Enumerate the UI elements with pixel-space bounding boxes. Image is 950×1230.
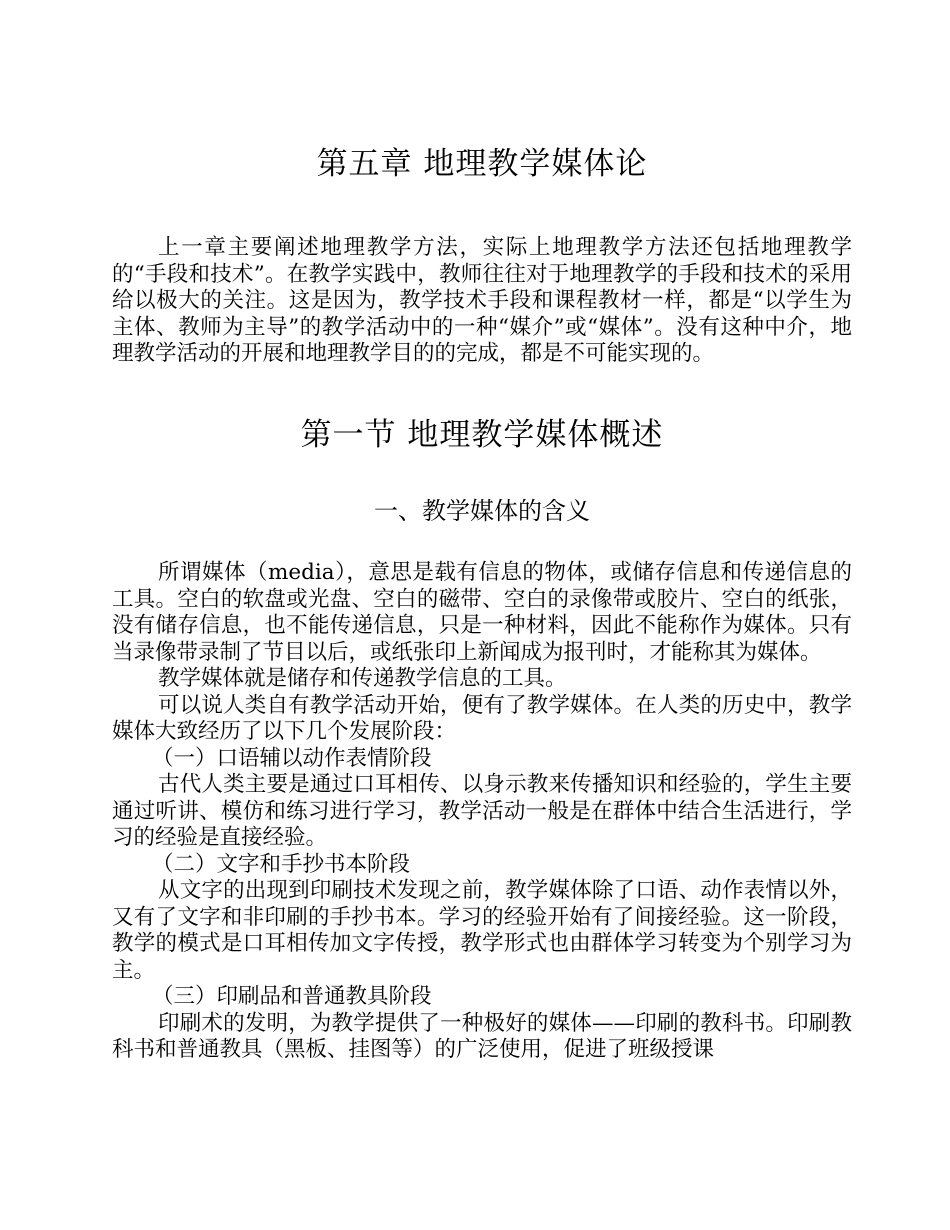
intro-block	[112, 235, 852, 368]
stage-heading-1: （一）口语辅以动作表情阶段	[152, 745, 432, 771]
stage-text-1: 古代人类主要是通过口耳相传、以身示教来传播知识和经验的，学生主要通过听讲、模仿和练习进行学习，教学活动一般是在群体中结合生活进行，学习的经验是直接经验。	[112, 772, 852, 850]
intro-paragraph: 上一章主要阐述地理教学方法，实际上地理教学方法还包括地理教学的“手段和技术”。在教学实践中，教师往往对于地理教学的手段和技术的采用给以极大的关注。这是因为，教学技术手段和课程教材一样，都是“以学生为主体、教师为主导”的教学活动中的一种“媒介”或“媒体”。没有这种中介，地理教学活动的开展和地理教学目的的完成，都是不可能实现的。	[112, 235, 852, 366]
chapter-title: 第五章 地理教学媒体论	[316, 146, 648, 182]
stage-text-2: 从文字的出现到印刷技术发现之前，教学媒体除了口语、动作表情以外，又有了文字和非印刷的手抄书本。学习的经验开始有了间接经验。这一阶段，教学的模式是口耳相传加文字传授，教学形式也由群体学习转变为个别学习为主。	[112, 878, 852, 983]
stage-heading-3: （三）印刷品和普通教具阶段	[152, 984, 432, 1009]
section-title: 第一节 地理教学媒体概述	[300, 417, 664, 453]
stage-text-3: 印刷术的发明，为教学提供了一种极好的媒体——印刷的教科书。印刷教科书和普通教具（黑板、挂图等）的广泛使用，促进了班级授课	[112, 1010, 852, 1062]
paragraph-media-definition: 所谓媒体（media），意思是载有信息的物体，或储存信息和传递信息的工具。空白的软盘或光盘、空白的磁带、空白的录像带或胶片、空白的纸张，没有储存信息，也不能传递信息，只是一种材料，因此不能称作为媒体。只有当录像带录制了节目以后，或纸张印上新闻成为报刊时，才能称其为媒体。	[112, 560, 852, 665]
paragraph-teaching-media: 教学媒体就是储存和传递教学信息的工具。	[158, 666, 567, 691]
subsection-title: 一、教学媒体的含义	[374, 497, 590, 525]
body-block	[112, 560, 852, 1064]
paragraph-history: 可以说人类自有教学活动开始，便有了教学媒体。在人类的历史中，教学媒体大致经历了以下几个发展阶段：	[112, 692, 852, 744]
stage-heading-2: （二）文字和手抄书本阶段	[152, 851, 411, 877]
